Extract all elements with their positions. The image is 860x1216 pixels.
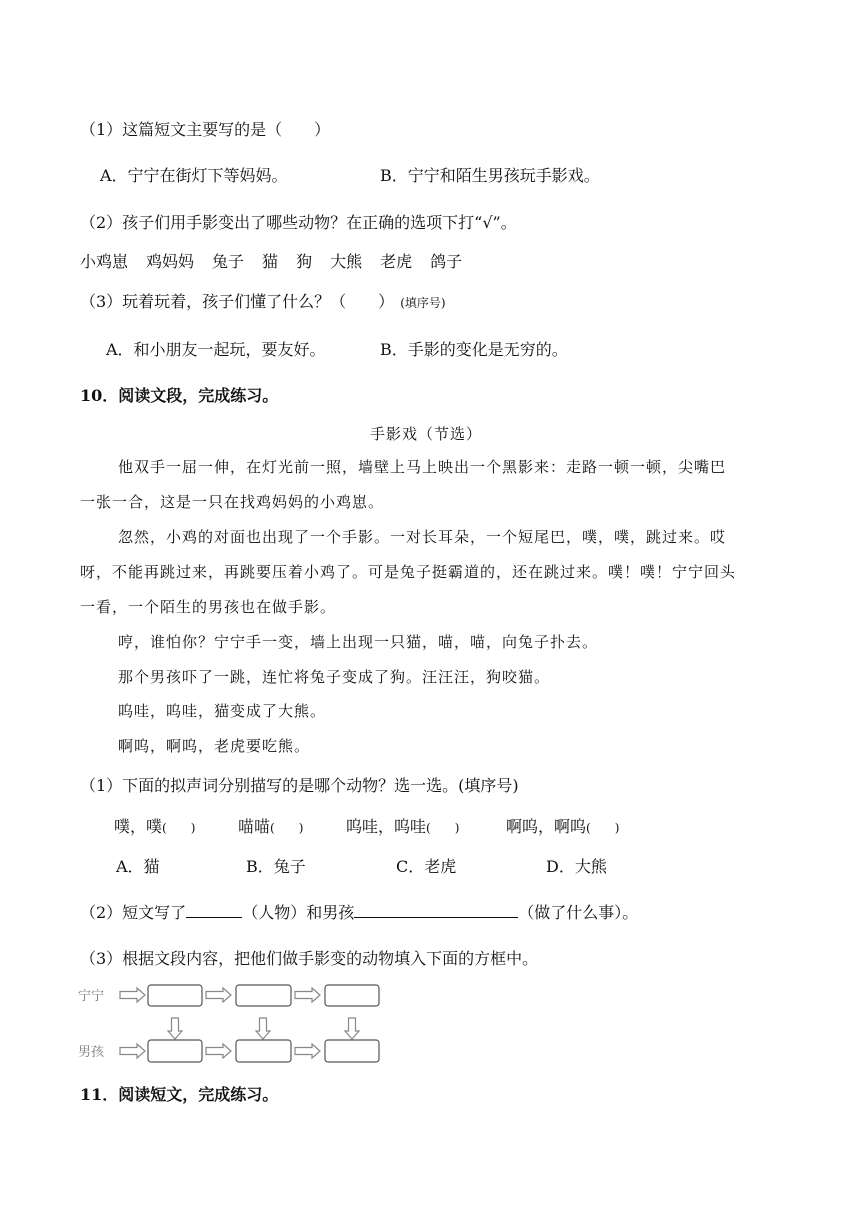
q9-s3-option-b: B．手影的变化是无穷的。	[380, 340, 568, 359]
q10-s2-text: （做了什么事）。	[518, 903, 639, 922]
animal-option: 小鸡崽	[80, 252, 129, 271]
q10-passage-line: 啊呜，啊呜，老虎要吃熊。	[118, 737, 311, 755]
q9-s3-stem	[80, 289, 446, 312]
onomatopoeia: 啊呜，啊呜	[506, 817, 587, 836]
q10-passage-line: 那个男孩吓了一跳，连忙将兔子变成了狗。汪汪汪，狗咬猫。	[118, 668, 551, 686]
q10-passage-line: 哼，谁怕你？宁宁手一变，墙上出现一只猫，喵，喵，向兔子扑去。	[118, 633, 599, 651]
q9-s2-animal-list	[80, 249, 462, 272]
answer-underline[interactable]	[354, 903, 518, 918]
right-arrow-icon	[120, 988, 145, 1002]
answer-blank[interactable]: ( )	[426, 821, 460, 835]
q10-s3-stem: （3）根据文段内容，把他们做手影变的动物填入下面的方框中。	[80, 949, 539, 968]
answer-box[interactable]	[325, 1040, 379, 1062]
answer-blank[interactable]: ( )	[586, 821, 620, 835]
q10-passage-line: 一看，一个陌生的男孩也在做手影。	[80, 598, 337, 616]
right-arrow-icon	[206, 1044, 231, 1058]
q9-s1-option-b: B．宁宁和陌生男孩玩手影戏。	[380, 166, 600, 185]
animal-option: 狗	[296, 252, 313, 271]
q10-passage-line: 呀，不能再跳过来，再跳要压着小鸡了。可是兔子挺霸道的，还在跳过来。噗！噗！宁宁回头	[80, 563, 737, 581]
q10-passage-line: 他双手一屈一伸，在灯光前一照，墙壁上马上映出一个黑影来：走路一顿一顿，尖嘴巴	[118, 458, 727, 476]
q9-s1-stem: （1）这篇短文主要写的是（ ）	[80, 120, 331, 139]
q10-s1-option-c: C．老虎	[396, 857, 457, 876]
q10-passage-line: 忽然，小鸡的对面也出现了一个手影。一对长耳朵，一个短尾巴，噗，噗，跳过来。哎	[118, 528, 727, 546]
answer-blank[interactable]: ( )	[162, 821, 196, 835]
onomatopoeia: 噗，噗	[114, 817, 163, 836]
q10-s1-stem: （1）下面的拟声词分别描写的是哪个动物？选一选。(填序号)	[80, 776, 519, 795]
q10-s1-option-b: B．兔子	[246, 857, 306, 876]
q9-s3-note: (填序号)	[400, 296, 446, 310]
animal-option: 鸽子	[430, 252, 463, 271]
q9-s3-stem-text: （3）玩着玩着，孩子们懂了什么？（ ）	[80, 292, 395, 311]
down-arrow-icon	[345, 1018, 359, 1039]
answer-blank[interactable]: ( )	[270, 821, 304, 835]
q9-s3-option-a: A．和小朋友一起玩，要友好。	[106, 340, 326, 359]
answer-box[interactable]	[236, 985, 291, 1006]
q11-heading: 11．阅读短文，完成练习。	[80, 1085, 279, 1104]
onomatopoeia: 呜哇，呜哇	[346, 817, 427, 836]
down-arrow-icon	[168, 1018, 182, 1039]
q10-passage-title: 手影戏（节选）	[370, 425, 483, 443]
answer-box[interactable]	[236, 1040, 291, 1062]
q10-heading: 10．阅读文段，完成练习。	[80, 386, 279, 405]
down-arrow-icon	[256, 1018, 270, 1039]
animal-option: 鸡妈妈	[146, 252, 195, 271]
q10-s1-option-d: D．大熊	[546, 857, 607, 876]
q10-s3-flow-diagram	[76, 980, 396, 1068]
onomatopoeia: 喵喵	[238, 817, 271, 836]
answer-box[interactable]	[148, 1040, 202, 1062]
animal-option: 猫	[262, 252, 279, 271]
right-arrow-icon	[120, 1044, 145, 1058]
right-arrow-icon	[295, 988, 320, 1002]
q10-s1-option-a: A．猫	[116, 857, 160, 876]
answer-underline[interactable]	[186, 903, 242, 918]
right-arrow-icon	[206, 988, 231, 1002]
animal-option: 兔子	[212, 252, 245, 271]
q10-s1-word	[506, 814, 619, 837]
answer-box[interactable]	[148, 985, 202, 1006]
q10-s1-word	[238, 814, 303, 837]
row-label-ningning: 宁宁	[78, 989, 105, 1004]
q10-s1-word	[114, 814, 195, 837]
q10-s1-word	[346, 814, 459, 837]
q10-s2-text: （人物）和男孩	[242, 903, 355, 922]
q9-s2-stem: （2）孩子们用手影变出了哪些动物？在正确的选项下打“√”。	[80, 213, 517, 232]
answer-box[interactable]	[325, 985, 379, 1006]
animal-option: 大熊	[330, 252, 363, 271]
q10-passage-line: 一张一合，这是一只在找鸡妈妈的小鸡崽。	[80, 493, 385, 511]
q10-s2-text: （2）短文写了	[80, 903, 187, 922]
q9-s1-option-a: A．宁宁在街灯下等妈妈。	[100, 166, 288, 185]
q10-s2-fill-in	[80, 900, 638, 923]
animal-option: 老虎	[380, 252, 413, 271]
right-arrow-icon	[295, 1044, 320, 1058]
q10-passage-line: 呜哇，呜哇，猫变成了大熊。	[118, 702, 327, 720]
row-label-boy: 男孩	[78, 1045, 105, 1060]
